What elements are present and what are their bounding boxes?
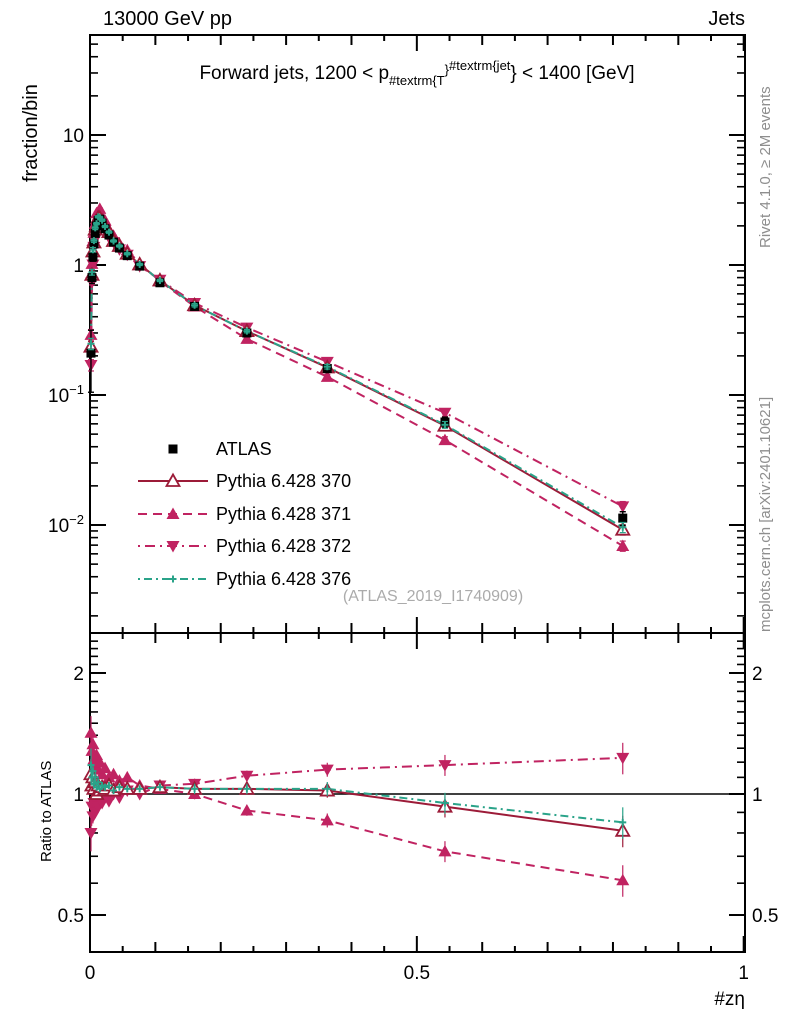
panel-frames: [90, 35, 745, 952]
x-axis-ticks: [90, 35, 744, 952]
main-y-axis-ticks: [90, 44, 745, 616]
svg-text:0.5: 0.5: [752, 906, 779, 928]
y-axis-label-ratio: Ratio to ATLAS: [38, 760, 55, 862]
plot-title-subscript: #textrm{T: [389, 73, 445, 88]
svg-text:2: 2: [73, 663, 84, 685]
series-markers-pythia-6-428-376: [87, 213, 626, 839]
series-markers-pythia-6-428-370: [84, 211, 629, 847]
series-line-pythia-6-428-370: [91, 218, 623, 831]
analysis-id-watermark: (ATLAS_2019_I1740909): [342, 588, 524, 605]
plot-title-superscript: #textrm{jet: [449, 58, 511, 73]
svg-text:10−2: $10^{-2}$: [48, 512, 84, 537]
legend-label: Pythia 6.428 370: [216, 471, 352, 491]
svg-text:0.5: 0.5: [403, 963, 431, 984]
legend-label: Pythia 6.428 372: [216, 536, 352, 556]
legend-label: Pythia 6.428 371: [216, 504, 352, 524]
analysis-group-label: Jets: [708, 8, 745, 30]
x-axis-tick-labels: [85, 963, 749, 984]
plot-title-close-sub: }: [444, 62, 449, 77]
svg-text:1: 1: [752, 785, 763, 806]
legend-item-pythia-6-428-376: [138, 569, 351, 589]
legend-label: Pythia 6.428 376: [216, 569, 352, 589]
rivet-version-label: Rivet 4.1.0, ≥ 2M events: [757, 86, 774, 248]
plot-title-suffix: } < 1400 [GeV]: [510, 63, 635, 84]
svg-text:2: 2: [752, 663, 763, 685]
svg-text:10−1: $10^{-1}$: [48, 382, 84, 407]
legend-label: ATLAS: [216, 439, 272, 459]
legend-item-pythia-6-428-370: [138, 471, 351, 491]
ratio-y-axis-ticks: [58, 641, 779, 927]
svg-text:1: 1: [738, 963, 749, 984]
mcplots-reference-label: mcplots.cern.ch [arXiv:2401.10621]: [757, 396, 774, 632]
y-axis-label-main: fraction/bin: [20, 84, 42, 182]
svg-text:10: 10: [62, 126, 84, 147]
legend-item-pythia-6-428-371: [138, 504, 351, 524]
svg-text:0.5: 0.5: [57, 906, 84, 928]
series-line-pythia-6-428-376: [91, 217, 623, 823]
series-markers-atlas: [86, 215, 627, 526]
svg-text:1: 1: [73, 785, 84, 806]
svg-text:0: 0: [84, 963, 96, 984]
x-axis-label: #zη: [714, 989, 745, 1010]
plot-title-prefix: Forward jets, 1200 < p: [199, 63, 390, 84]
legend-item-pythia-6-428-372: [138, 536, 351, 556]
svg-text:1: 1: [73, 256, 84, 277]
legend-item-atlas: [169, 439, 272, 459]
main-y-axis-tick-labels: [48, 126, 84, 537]
series-markers-pythia-6-428-372: [84, 216, 629, 851]
plot-title: [199, 58, 634, 88]
series-line-pythia-6-428-372: [91, 221, 623, 833]
beam-energy-label: 13000 GeV pp: [103, 8, 232, 30]
legend: [138, 439, 351, 589]
